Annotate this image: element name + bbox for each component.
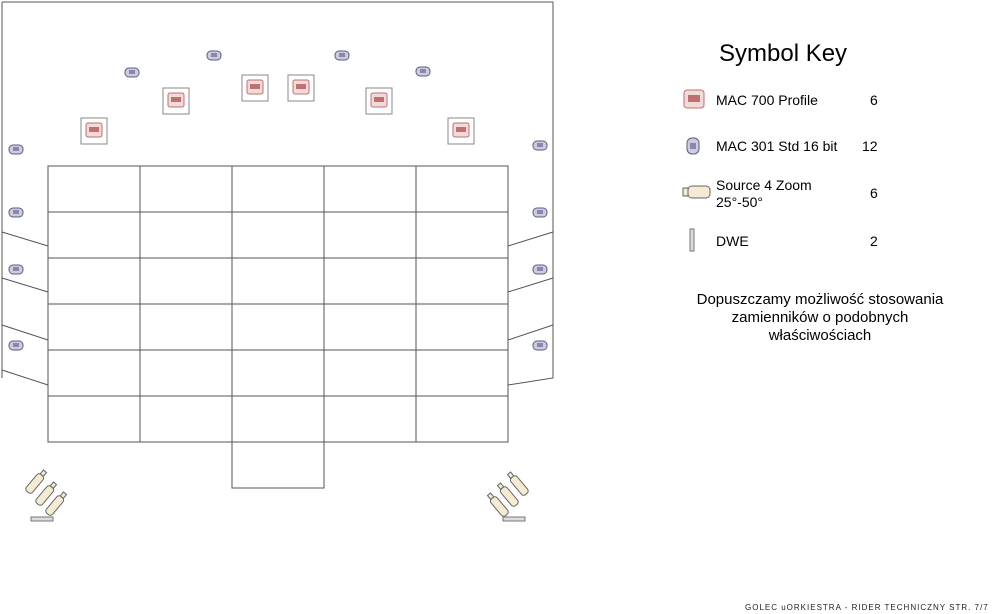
mac301-icon — [335, 51, 349, 60]
mac700-icon — [81, 118, 107, 144]
legend-label-mac301: MAC 301 Std 16 bit — [716, 138, 838, 154]
stage-outline — [2, 2, 553, 385]
legend-count-mac700: 6 — [870, 92, 878, 108]
note-line-2: zamienników o podobnych — [731, 309, 909, 326]
mac301-icon — [9, 341, 23, 350]
mac301-icon — [125, 68, 139, 77]
mac700-icon — [288, 75, 314, 101]
dwe-icon — [503, 517, 525, 521]
mac700-icon — [682, 87, 708, 113]
dwe-fixtures — [31, 517, 525, 521]
source4-fixtures-right — [486, 471, 529, 518]
mac301-icon — [686, 137, 700, 155]
legend-title: Symbol Key — [719, 40, 848, 67]
note-line-3: właściwościach — [768, 327, 872, 344]
mac301-icon — [9, 208, 23, 217]
mac301-icon — [9, 265, 23, 274]
dwe-icon — [31, 517, 53, 521]
mac700-icon — [163, 88, 189, 114]
page-footer: GOLEC uORKIESTRA - RIDER TECHNICZNY STR. 7/7 — [745, 603, 989, 612]
substitution-note — [640, 291, 1000, 345]
mac301-icon — [207, 51, 221, 60]
source4-icon — [682, 185, 712, 199]
legend-count-mac301: 12 — [862, 138, 878, 154]
mac301-icon — [9, 145, 23, 154]
mac301-icon — [533, 208, 547, 217]
mac301-icon — [533, 341, 547, 350]
legend-label-dwe: DWE — [716, 233, 749, 249]
mac301-fixtures — [9, 51, 547, 350]
source4-fixtures-left — [25, 469, 68, 517]
mac700-icon — [242, 75, 268, 101]
legend-label-mac700: MAC 700 Profile — [716, 92, 818, 108]
legend-label-source4: Source 4 Zoom — [716, 177, 812, 193]
mac301-icon — [416, 67, 430, 76]
riser-grid — [48, 166, 508, 488]
legend-count-dwe: 2 — [870, 233, 878, 249]
note-line-1: Dopuszczamy możliwość stosowania — [696, 291, 944, 308]
mac301-icon — [533, 141, 547, 150]
mac700-icon — [448, 118, 474, 144]
legend-count-source4: 6 — [870, 185, 878, 201]
mac700-icon — [366, 88, 392, 114]
mac700-fixtures — [81, 75, 474, 144]
legend-label-source4-angle: 25°-50° — [716, 194, 764, 210]
dwe-icon — [689, 228, 695, 252]
mac301-icon — [533, 265, 547, 274]
